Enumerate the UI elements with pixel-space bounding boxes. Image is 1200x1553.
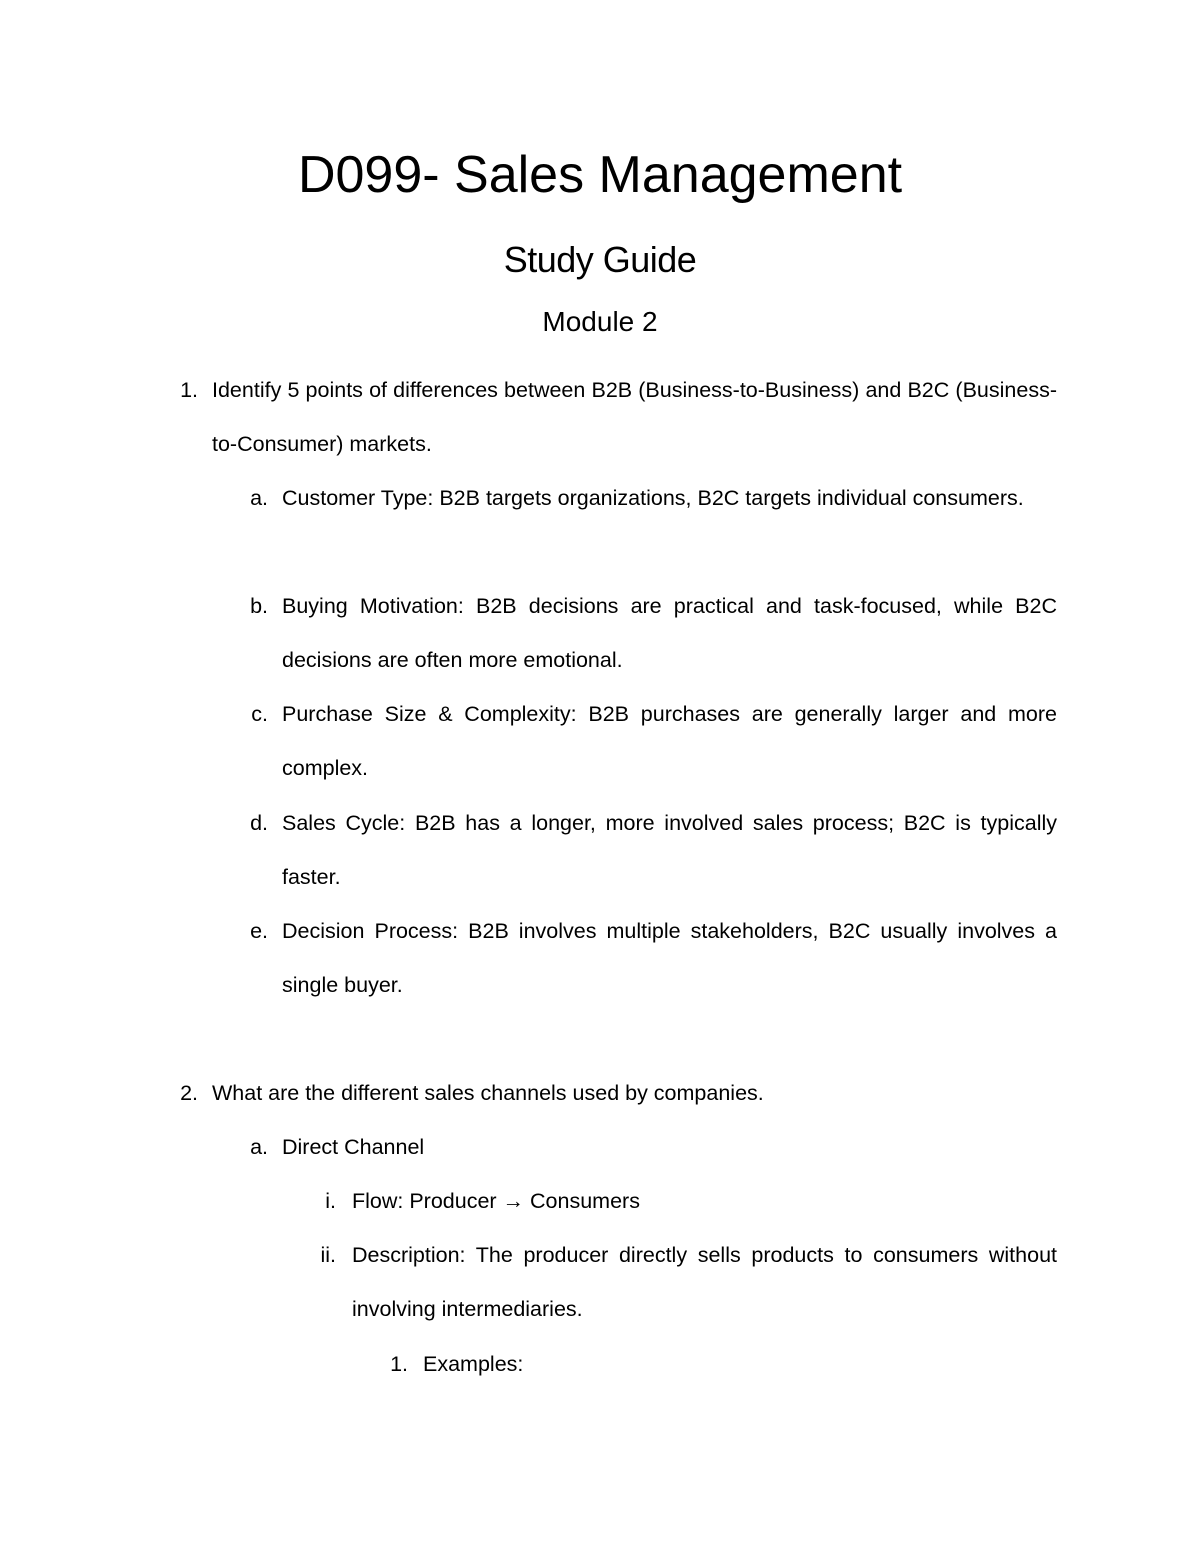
- list-marker: i.: [325, 1189, 336, 1213]
- list-marker: 1.: [390, 1352, 408, 1376]
- list-marker: d.: [250, 811, 268, 835]
- list-item: Examples:: [423, 1352, 524, 1376]
- list-marker: e.: [250, 919, 268, 943]
- list-item: Description: The producer directly sells products to consumers without involving intermediaries.: [352, 1243, 1057, 1321]
- list-item: Sales Cycle: B2B has a longer, more involved sales process; B2C is typically faster.: [282, 811, 1057, 889]
- list-item: Decision Process: B2B involves multiple stakeholders, B2C usually involves a single buyer.: [282, 919, 1057, 997]
- list-marker: b.: [250, 594, 268, 618]
- list-marker: a.: [250, 486, 268, 510]
- document-subtitle: Study Guide: [503, 239, 697, 280]
- list-marker: c.: [251, 702, 268, 726]
- list-marker: a.: [250, 1135, 268, 1159]
- question-text: Identify 5 points of differences between B2B (Business-to-Business) and B2C (Business-to-Consumer) markets.: [212, 378, 1057, 456]
- list-item: Buying Motivation: B2B decisions are practical and task-focused, while B2C decisions are often more emotional.: [282, 594, 1057, 672]
- list-marker: ii.: [320, 1243, 336, 1267]
- list-item: Flow: Producer → Consumers: [352, 1189, 640, 1213]
- list-item: Purchase Size & Complexity: B2B purchases are generally larger and more complex.: [282, 702, 1057, 780]
- list-marker: 2.: [180, 1081, 198, 1105]
- question-text: What are the different sales channels used by companies.: [212, 1081, 764, 1105]
- module-heading: Module 2: [542, 306, 658, 337]
- list-item: Direct Channel: [282, 1135, 425, 1159]
- list-item: Customer Type: B2B targets organizations, B2C targets individual consumers.: [282, 486, 1024, 510]
- document-title: D099- Sales Management: [297, 146, 903, 204]
- list-marker: 1.: [180, 378, 198, 402]
